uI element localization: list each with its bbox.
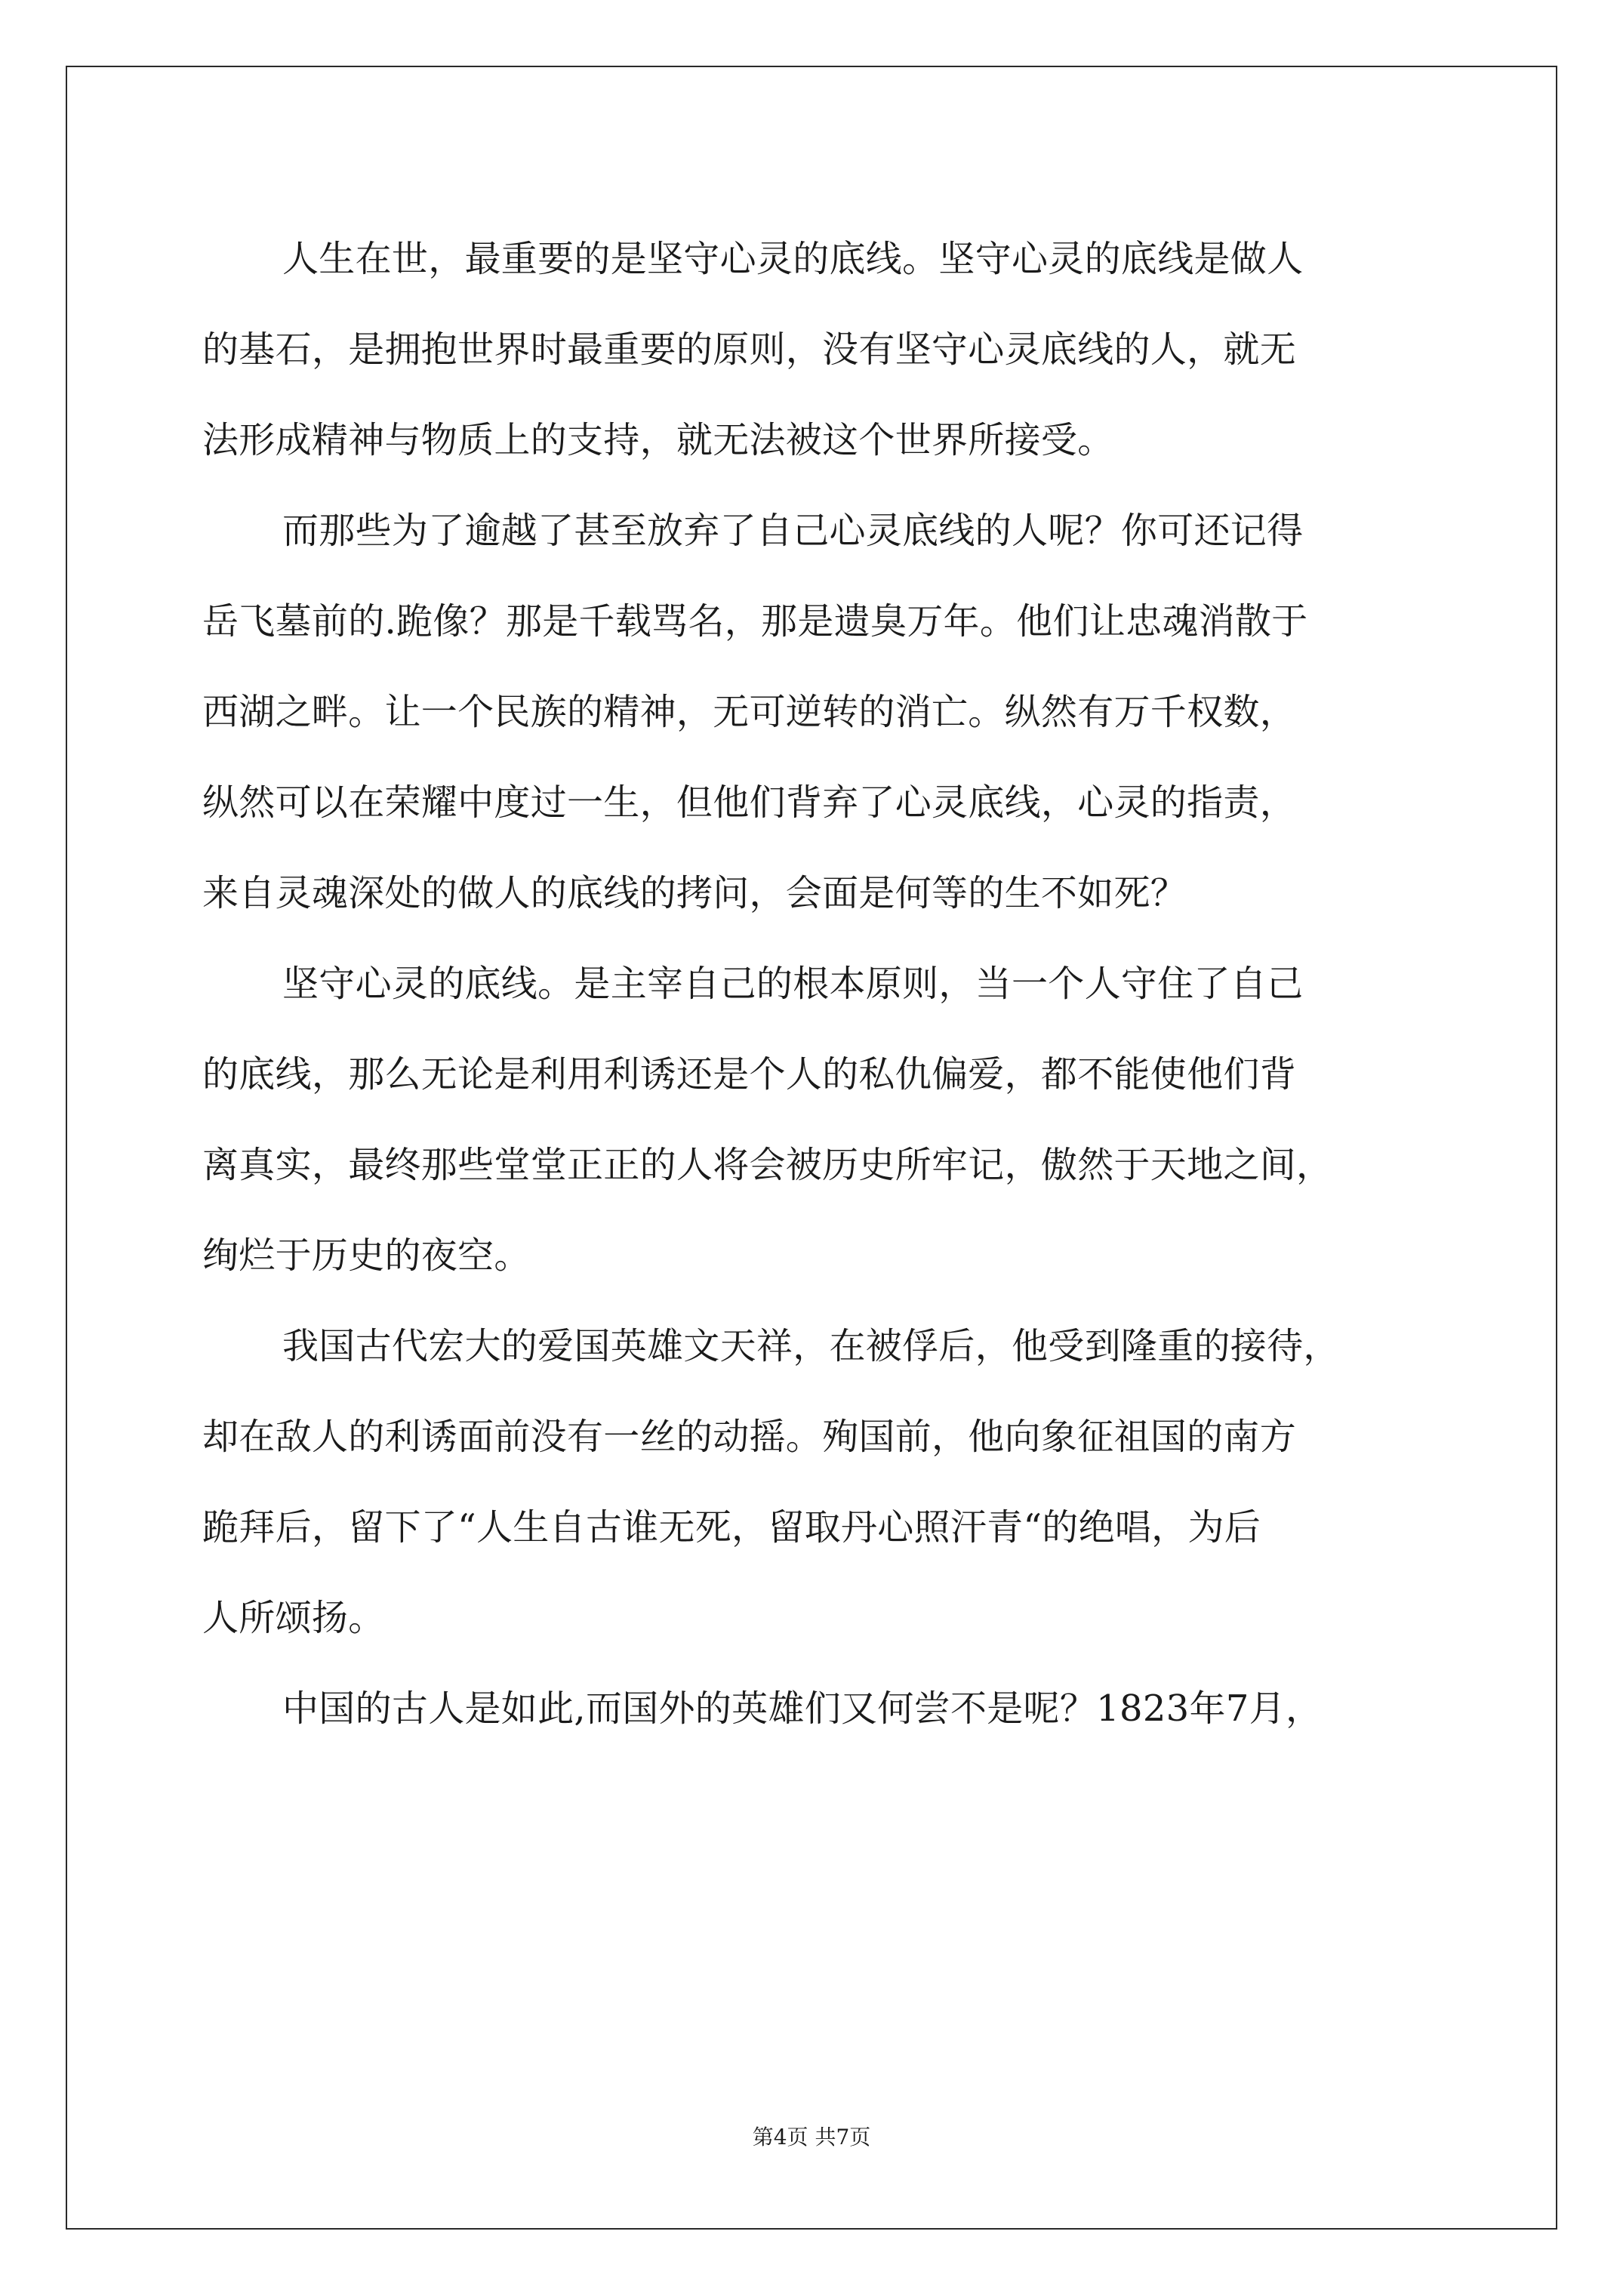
paragraph-3 xyxy=(202,938,1427,1301)
text-line: 纵然可以在荣耀中度过一生，但他们背弃了心灵底线，心灵的指责， xyxy=(202,781,1297,824)
text-line: 岳飞墓前的.跪像？那是千载骂名，那是遗臭万年。他们让忠魂消散于 xyxy=(202,600,1308,643)
text-line: 的基石，是拥抱世界时最重要的原则，没有坚守心灵底线的人，就无 xyxy=(202,328,1297,371)
document-body xyxy=(202,214,1427,1754)
text-line: 来自灵魂深处的做人的底线的拷问，会面是何等的生不如死？ xyxy=(202,872,1187,914)
paragraph-1 xyxy=(202,214,1427,485)
text-line: 绚烂于历史的夜空。 xyxy=(202,1234,531,1277)
text-line: 中国的古人是如此,而国外的英雄们又何尝不是呢？1823年7月， xyxy=(282,1687,1323,1730)
page-number-footer: 第4页 共7页 xyxy=(752,2125,871,2150)
paragraph-2 xyxy=(202,485,1427,938)
text-line: 坚守心灵的底线。是主宰自己的根本原则，当一个人守住了自己 xyxy=(282,963,1304,1005)
text-line: 西湖之畔。让一个民族的精神，无可逆转的消亡。纵然有万千权数， xyxy=(202,691,1297,733)
text-line: 离真实，最终那些堂堂正正的人将会被历史所牢记，傲然于天地之间， xyxy=(202,1144,1333,1186)
text-line: 人所颂扬。 xyxy=(202,1597,385,1639)
text-line: 跪拜后，留下了“人生自古谁无死，留取丹心照汗青“的绝唱，为后 xyxy=(202,1506,1261,1549)
text-line: 人生在世，最重要的是坚守心灵的底线。坚守心灵的底线是做人 xyxy=(282,238,1304,280)
paragraph-5 xyxy=(202,1663,1427,1754)
text-line: 而那些为了逾越了甚至放弃了自己心灵底线的人呢？你可还记得 xyxy=(282,510,1304,552)
paragraph-4 xyxy=(202,1301,1427,1663)
text-line: 我国古代宏大的爱国英雄文天祥，在被俘后，他受到隆重的接待， xyxy=(282,1325,1340,1367)
text-line: 却在敌人的利诱面前没有一丝的动摇。殉国前，他向象征祖国的南方 xyxy=(202,1416,1297,1458)
text-line: 法形成精神与物质上的支持，就无法被这个世界所接受。 xyxy=(202,419,1114,461)
text-line: 的底线，那么无论是利用利诱还是个人的私仇偏爱，都不能使他们背 xyxy=(202,1053,1297,1096)
